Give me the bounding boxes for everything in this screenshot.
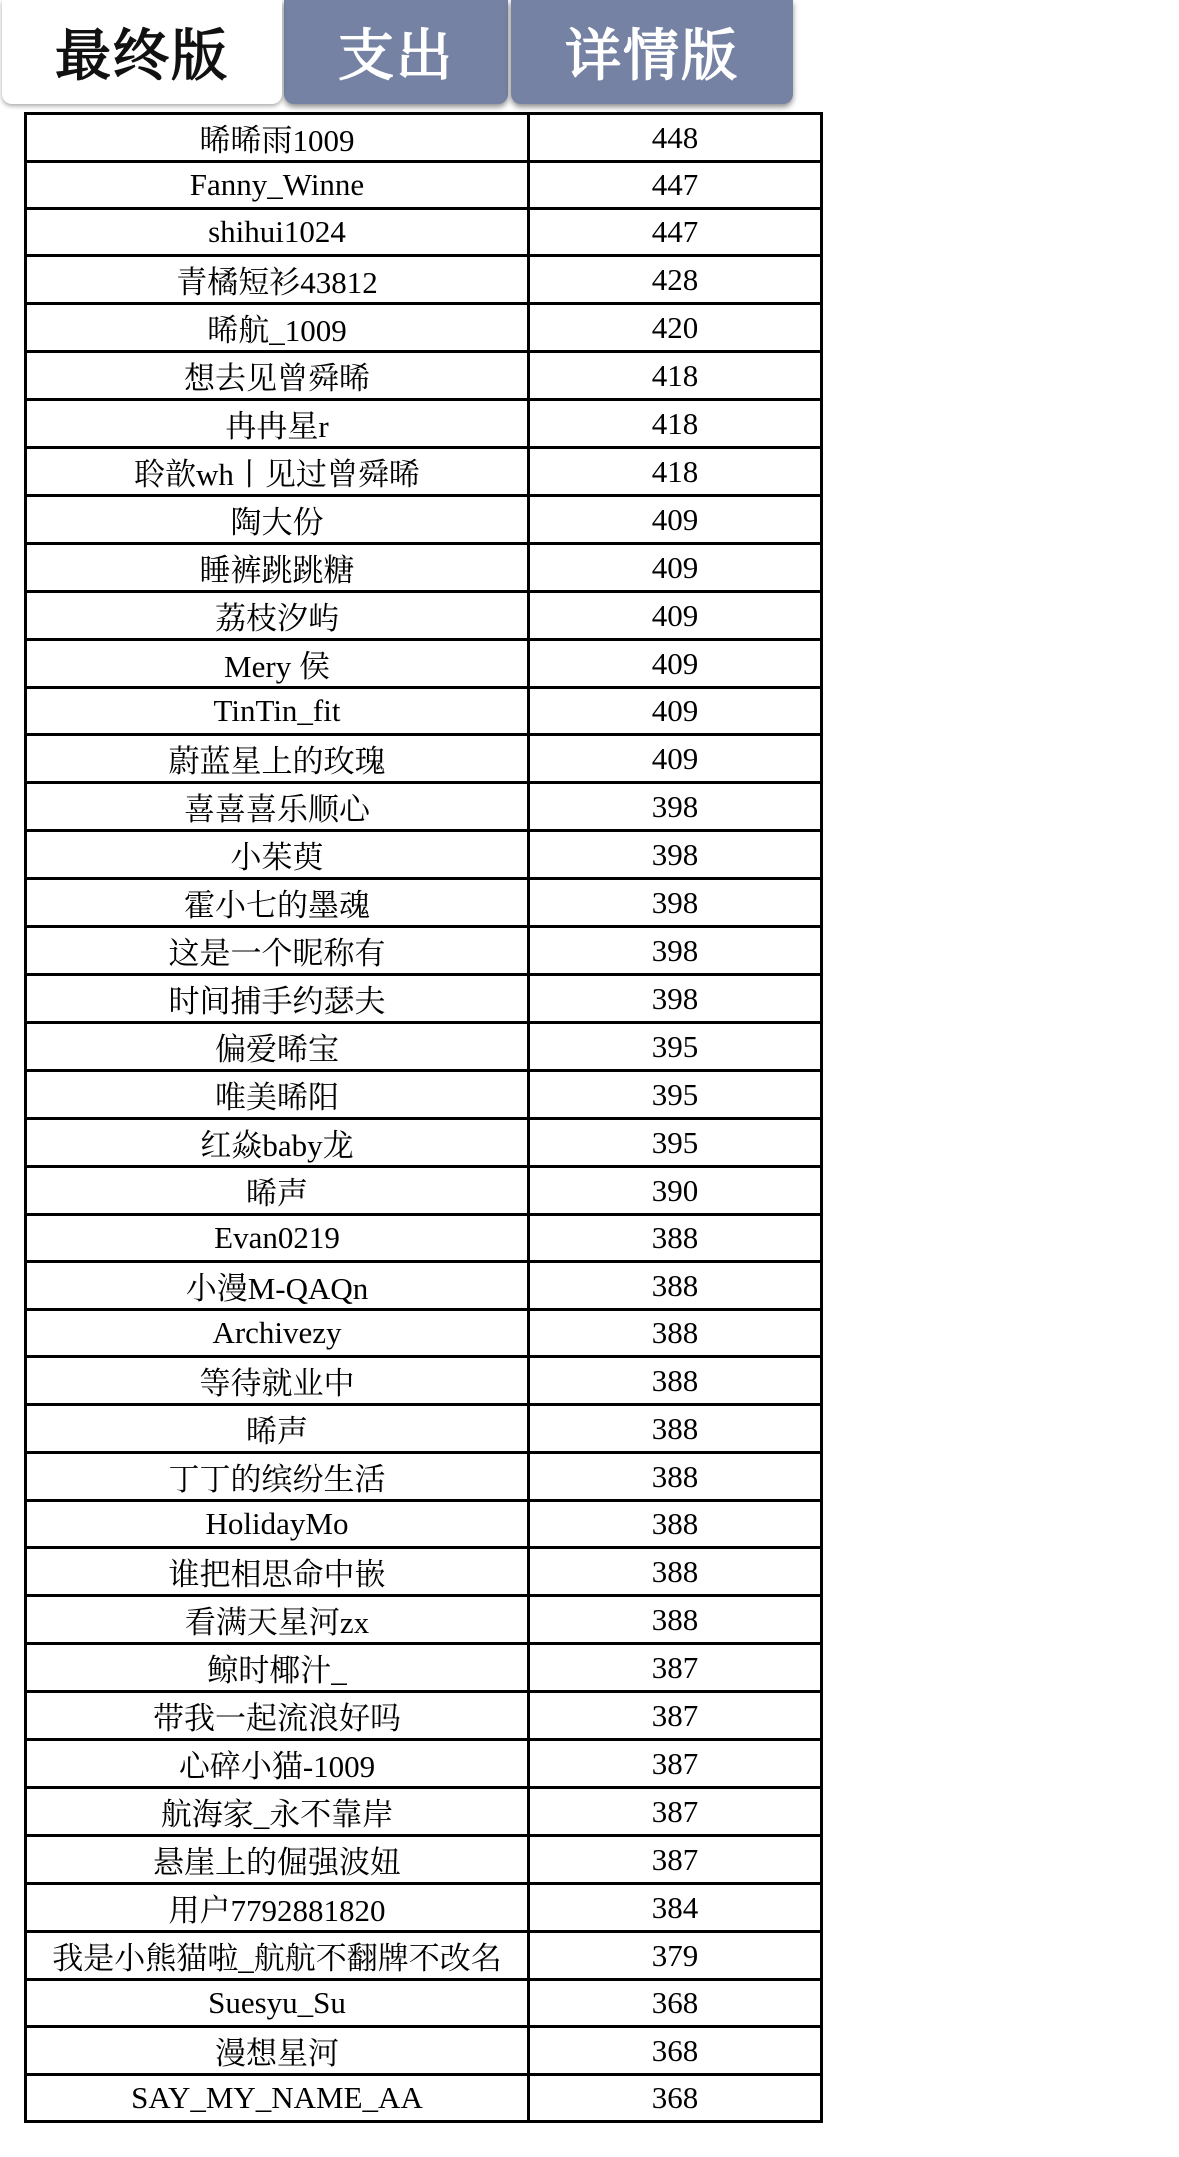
cell-username[interactable]: HolidayMo	[26, 1501, 529, 1548]
cell-username[interactable]: 冉冉星r	[26, 400, 529, 448]
cell-score[interactable]: 409	[529, 496, 822, 544]
cell-username[interactable]: shihui1024	[26, 209, 529, 256]
cell-username[interactable]: 用户7792881820	[26, 1884, 529, 1932]
cell-score[interactable]: 409	[529, 640, 822, 688]
table-row	[26, 1501, 822, 1548]
cell-username[interactable]: SAY_MY_NAME_AA	[26, 2075, 529, 2122]
sheet-tab-bar	[0, 0, 800, 108]
cell-username[interactable]: 晞声	[26, 1405, 529, 1453]
cell-score[interactable]: 388	[529, 1405, 822, 1453]
cell-score[interactable]: 384	[529, 1884, 822, 1932]
table-row	[26, 1980, 822, 2027]
cell-score[interactable]: 428	[529, 256, 822, 304]
cell-score[interactable]: 368	[529, 1980, 822, 2027]
table-row	[26, 496, 822, 544]
table-row	[26, 209, 822, 256]
table-row	[26, 1932, 822, 1980]
cell-score[interactable]: 447	[529, 209, 822, 256]
cell-username[interactable]: 鲸时椰汁_	[26, 1644, 529, 1692]
cell-username[interactable]: 偏爱晞宝	[26, 1023, 529, 1071]
cell-score[interactable]: 387	[529, 1644, 822, 1692]
cell-username[interactable]: 这是一个昵称有	[26, 927, 529, 975]
cell-username[interactable]: 喜喜喜乐顺心	[26, 783, 529, 831]
cell-score[interactable]: 387	[529, 1692, 822, 1740]
cell-username[interactable]: 心碎小猫-1009	[26, 1740, 529, 1788]
cell-username[interactable]: 时间捕手约瑟夫	[26, 975, 529, 1023]
table-row	[26, 400, 822, 448]
cell-score[interactable]: 390	[529, 1167, 822, 1215]
cell-score[interactable]: 395	[529, 1023, 822, 1071]
cell-score[interactable]: 387	[529, 1740, 822, 1788]
cell-username[interactable]: 看满天星河zx	[26, 1596, 529, 1644]
table-row	[26, 1215, 822, 1262]
table-row	[26, 1262, 822, 1310]
cell-username[interactable]: 唯美晞阳	[26, 1071, 529, 1119]
cell-score[interactable]: 395	[529, 1119, 822, 1167]
cell-score[interactable]: 388	[529, 1453, 822, 1501]
cell-score[interactable]: 398	[529, 927, 822, 975]
table-row	[26, 1644, 822, 1692]
cell-username[interactable]: 晞声	[26, 1167, 529, 1215]
cell-score[interactable]: 388	[529, 1310, 822, 1357]
table-row	[26, 2027, 822, 2075]
table-row	[26, 783, 822, 831]
cell-username[interactable]: 霍小七的墨魂	[26, 879, 529, 927]
table-row	[26, 927, 822, 975]
cell-score[interactable]: 388	[529, 1357, 822, 1405]
table-row	[26, 162, 822, 209]
tab-details-version[interactable]: 详情版	[511, 0, 793, 104]
cell-score[interactable]: 388	[529, 1262, 822, 1310]
cell-username[interactable]: 丁丁的缤纷生活	[26, 1453, 529, 1501]
cell-username[interactable]: 谁把相思命中嵌	[26, 1548, 529, 1596]
cell-score[interactable]: 418	[529, 448, 822, 496]
table-row	[26, 1167, 822, 1215]
cell-score[interactable]: 420	[529, 304, 822, 352]
cell-score[interactable]: 368	[529, 2027, 822, 2075]
cell-score[interactable]: 388	[529, 1501, 822, 1548]
table-row	[26, 544, 822, 592]
cell-score[interactable]: 398	[529, 975, 822, 1023]
cell-score[interactable]: 398	[529, 783, 822, 831]
cell-username[interactable]: 漫想星河	[26, 2027, 529, 2075]
cell-score[interactable]: 398	[529, 831, 822, 879]
ranking-table-container	[24, 112, 822, 2123]
cell-username[interactable]: 小茱萸	[26, 831, 529, 879]
table-row	[26, 304, 822, 352]
table-row	[26, 735, 822, 783]
cell-score[interactable]: 388	[529, 1215, 822, 1262]
cell-username[interactable]: 悬崖上的倔强波妞	[26, 1836, 529, 1884]
table-row	[26, 1119, 822, 1167]
cell-score[interactable]: 398	[529, 879, 822, 927]
table-row	[26, 352, 822, 400]
table-row	[26, 592, 822, 640]
cell-username[interactable]: 小漫M-QAQn	[26, 1262, 529, 1310]
cell-score[interactable]: 409	[529, 688, 822, 735]
cell-username[interactable]: 蔚蓝星上的玫瑰	[26, 735, 529, 783]
cell-username[interactable]: 荔枝汐屿	[26, 592, 529, 640]
cell-score[interactable]: 409	[529, 735, 822, 783]
cell-username[interactable]: Archivezy	[26, 1310, 529, 1357]
table-row	[26, 1357, 822, 1405]
cell-username[interactable]: TinTin_fit	[26, 688, 529, 735]
table-row	[26, 1023, 822, 1071]
table-row	[26, 114, 822, 162]
cell-score[interactable]: 387	[529, 1788, 822, 1836]
table-row	[26, 1692, 822, 1740]
cell-score[interactable]: 418	[529, 352, 822, 400]
cell-username[interactable]: 晞航_1009	[26, 304, 529, 352]
cell-username[interactable]: 晞晞雨1009	[26, 114, 529, 162]
cell-score[interactable]: 409	[529, 544, 822, 592]
cell-score[interactable]: 395	[529, 1071, 822, 1119]
cell-username[interactable]: Suesyu_Su	[26, 1980, 529, 2027]
table-row	[26, 1788, 822, 1836]
cell-score[interactable]: 379	[529, 1932, 822, 1980]
cell-username[interactable]: Mery 侯	[26, 640, 529, 688]
cell-username[interactable]: 我是小熊猫啦_航航不翻牌不改名	[26, 1932, 529, 1980]
cell-username[interactable]: Evan0219	[26, 1215, 529, 1262]
table-row	[26, 640, 822, 688]
cell-score[interactable]: 409	[529, 592, 822, 640]
table-row	[26, 1453, 822, 1501]
cell-score[interactable]: 388	[529, 1548, 822, 1596]
table-row	[26, 1548, 822, 1596]
cell-score[interactable]: 387	[529, 1836, 822, 1884]
table-row	[26, 448, 822, 496]
cell-score[interactable]: 448	[529, 114, 822, 162]
table-row	[26, 831, 822, 879]
cell-username[interactable]: 想去见曾舜晞	[26, 352, 529, 400]
cell-score[interactable]: 418	[529, 400, 822, 448]
cell-username[interactable]: 航海家_永不靠岸	[26, 1788, 529, 1836]
cell-username[interactable]: 青橘短衫43812	[26, 256, 529, 304]
table-row	[26, 1405, 822, 1453]
table-row	[26, 256, 822, 304]
tab-final-version[interactable]: 最终版	[2, 0, 282, 104]
cell-username[interactable]: 带我一起流浪好吗	[26, 1692, 529, 1740]
cell-username[interactable]: Fanny_Winne	[26, 162, 529, 209]
cell-username[interactable]: 红焱baby龙	[26, 1119, 529, 1167]
table-row	[26, 1740, 822, 1788]
tab-expenses[interactable]: 支出	[284, 0, 508, 104]
cell-username[interactable]: 聆歆wh丨见过曾舜晞	[26, 448, 529, 496]
cell-username[interactable]: 睡裤跳跳糖	[26, 544, 529, 592]
ranking-table-body	[26, 114, 822, 2122]
table-row	[26, 879, 822, 927]
table-row	[26, 1071, 822, 1119]
table-row	[26, 688, 822, 735]
cell-score[interactable]: 447	[529, 162, 822, 209]
cell-username[interactable]: 陶大份	[26, 496, 529, 544]
table-row	[26, 1836, 822, 1884]
table-row	[26, 2075, 822, 2122]
cell-score[interactable]: 368	[529, 2075, 822, 2122]
cell-username[interactable]: 等待就业中	[26, 1357, 529, 1405]
table-row	[26, 975, 822, 1023]
table-row	[26, 1596, 822, 1644]
table-row	[26, 1310, 822, 1357]
ranking-table	[24, 112, 823, 2123]
table-row	[26, 1884, 822, 1932]
cell-score[interactable]: 388	[529, 1596, 822, 1644]
